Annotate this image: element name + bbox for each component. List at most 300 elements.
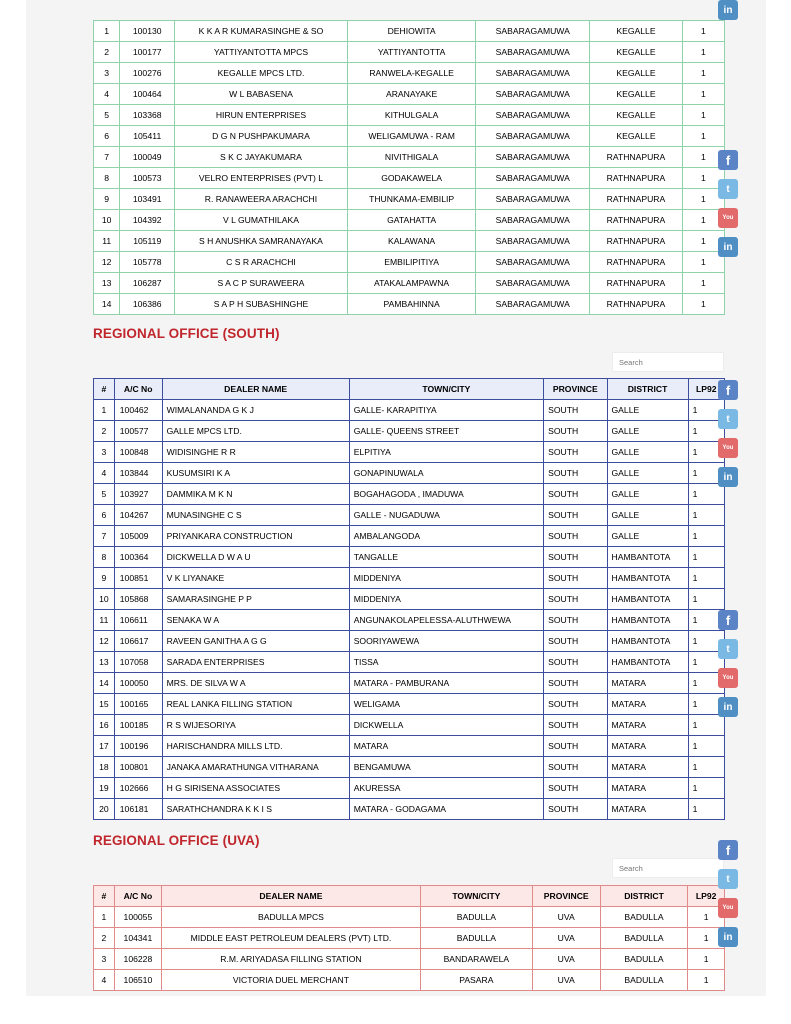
table-cell: 14 [94, 294, 120, 315]
table-cell: 100055 [114, 907, 161, 928]
column-header[interactable]: TOWN/CITY [349, 379, 543, 400]
table-cell: 100573 [120, 168, 175, 189]
facebook-icon[interactable]: f [718, 840, 738, 860]
table-cell: 1 [688, 970, 725, 991]
south-dealer-table [93, 378, 725, 820]
table-cell: YATTIYANTOTTA [347, 42, 476, 63]
table-cell: KUSUMSIRI K A [162, 463, 349, 484]
table-cell: 100196 [114, 736, 162, 757]
table-row [94, 736, 725, 757]
table-cell: DEHIOWITA [347, 21, 476, 42]
column-header[interactable]: LP92 [688, 379, 724, 400]
table-cell: WIMALANANDA G K J [162, 400, 349, 421]
youtube-icon[interactable]: You [718, 438, 738, 458]
table-cell: 100050 [114, 673, 162, 694]
table-cell: UVA [532, 907, 600, 928]
table-cell: BADULLA [420, 907, 532, 928]
table-cell: 1 [688, 778, 724, 799]
table-cell: D G N PUSHPAKUMARA [175, 126, 348, 147]
column-header[interactable]: A/C No [114, 886, 161, 907]
table-cell: SOUTH [544, 694, 607, 715]
table-cell: 106510 [114, 970, 161, 991]
table-cell: 20 [94, 799, 115, 820]
column-header[interactable]: A/C No [114, 379, 162, 400]
table-cell: 105868 [114, 589, 162, 610]
table-cell: BADULLA [420, 928, 532, 949]
table-cell: GATAHATTA [347, 210, 476, 231]
table-cell: GALLE [607, 442, 688, 463]
table-cell: 1 [688, 484, 724, 505]
table-cell: VELRO ENTERPRISES (PVT) L [175, 168, 348, 189]
table-cell: KALAWANA [347, 231, 476, 252]
table-cell: 1 [682, 168, 724, 189]
twitter-icon[interactable]: t [718, 639, 738, 659]
table-cell: MATARA [349, 736, 543, 757]
table-cell: BADULLA [600, 949, 688, 970]
table-cell: SABARAGAMUWA [476, 210, 590, 231]
sabaragamuwa-dealer-table [93, 20, 725, 315]
table-row [94, 799, 725, 820]
table-cell: DAMMIKA M K N [162, 484, 349, 505]
table-cell: 8 [94, 168, 120, 189]
column-header[interactable]: PROVINCE [544, 379, 607, 400]
table-row [94, 442, 725, 463]
table-row [94, 42, 725, 63]
table-cell: SAMARASINGHE P P [162, 589, 349, 610]
table-cell: KEGALLE MPCS LTD. [175, 63, 348, 84]
table-row [94, 147, 725, 168]
table-cell: REAL LANKA FILLING STATION [162, 694, 349, 715]
table-cell: 100165 [114, 694, 162, 715]
table-cell: 1 [682, 63, 724, 84]
table-cell: HIRUN ENTERPRISES [175, 105, 348, 126]
table-cell: SOUTH [544, 736, 607, 757]
table-cell: 100049 [120, 147, 175, 168]
table-cell: SOUTH [544, 484, 607, 505]
linkedin-icon[interactable]: in [718, 237, 738, 257]
youtube-icon[interactable]: You [718, 668, 738, 688]
table-cell: GALLE- QUEENS STREET [349, 421, 543, 442]
sabaragamuwa-table-body [94, 21, 725, 315]
youtube-icon[interactable]: You [718, 898, 738, 918]
table-cell: UVA [532, 949, 600, 970]
table-row [94, 400, 725, 421]
table-cell: RATHNAPURA [590, 147, 683, 168]
table-cell: SOUTH [544, 778, 607, 799]
table-cell: MIDDENIYA [349, 589, 543, 610]
table-cell: 1 [682, 294, 724, 315]
table-cell: 1 [688, 526, 724, 547]
table-cell: SABARAGAMUWA [476, 168, 590, 189]
table-cell: SOUTH [544, 673, 607, 694]
table-row [94, 526, 725, 547]
table-cell: GALLE [607, 505, 688, 526]
table-cell: 106611 [114, 610, 162, 631]
table-row [94, 126, 725, 147]
table-cell: 8 [94, 547, 115, 568]
table-cell: 105411 [120, 126, 175, 147]
table-cell: SABARAGAMUWA [476, 63, 590, 84]
table-cell: BANDARAWELA [420, 949, 532, 970]
table-cell: PAMBAHINNA [347, 294, 476, 315]
table-cell: BENGAMUWA [349, 757, 543, 778]
table-cell: 100848 [114, 442, 162, 463]
table-cell: PASARA [420, 970, 532, 991]
table-cell: SENAKA W A [162, 610, 349, 631]
table-cell: 1 [688, 442, 724, 463]
table-cell: SARATHCHANDRA K K I S [162, 799, 349, 820]
table-cell: KEGALLE [590, 63, 683, 84]
table-cell: GALLE MPCS LTD. [162, 421, 349, 442]
table-cell: BADULLA [600, 928, 688, 949]
table-cell: SOUTH [544, 568, 607, 589]
table-cell: SABARAGAMUWA [476, 147, 590, 168]
table-cell: 17 [94, 736, 115, 757]
uva-table-body [94, 907, 725, 991]
table-cell: 1 [94, 21, 120, 42]
table-cell: 1 [682, 42, 724, 63]
table-cell: 1 [688, 568, 724, 589]
table-cell: 104392 [120, 210, 175, 231]
table-cell: 100364 [114, 547, 162, 568]
table-cell: 1 [688, 736, 724, 757]
table-cell: 100185 [114, 715, 162, 736]
table-row [94, 189, 725, 210]
column-header[interactable]: TOWN/CITY [420, 886, 532, 907]
table-cell: HAMBANTOTA [607, 631, 688, 652]
table-row [94, 505, 725, 526]
table-cell: UVA [532, 970, 600, 991]
table-cell: C S R ARACHCHI [175, 252, 348, 273]
table-cell: GALLE [607, 463, 688, 484]
table-cell: SABARAGAMUWA [476, 42, 590, 63]
uva-section-heading: REGIONAL OFFICE (UVA) [93, 833, 260, 848]
table-row [94, 252, 725, 273]
table-cell: BOGAHAGODA , IMADUWA [349, 484, 543, 505]
table-cell: 100464 [120, 84, 175, 105]
page-content [26, 0, 766, 996]
table-cell: MUNASINGHE C S [162, 505, 349, 526]
table-cell: 104267 [114, 505, 162, 526]
table-row [94, 421, 725, 442]
table-cell: 1 [682, 105, 724, 126]
table-cell: MRS. DE SILVA W A [162, 673, 349, 694]
table-cell: GALLE- KARAPITIYA [349, 400, 543, 421]
column-header[interactable]: # [94, 379, 115, 400]
table-cell: R. RANAWEERA ARACHCHI [175, 189, 348, 210]
table-cell: SOUTH [544, 589, 607, 610]
table-cell: YATTIYANTOTTA MPCS [175, 42, 348, 63]
table-cell: 1 [688, 799, 724, 820]
table-row [94, 778, 725, 799]
table-cell: SOUTH [544, 400, 607, 421]
table-cell: RANWELA-KEGALLE [347, 63, 476, 84]
table-cell: 1 [688, 505, 724, 526]
table-row [94, 652, 725, 673]
table-cell: RATHNAPURA [590, 189, 683, 210]
table-cell: EMBILIPITIYA [347, 252, 476, 273]
table-cell: SOUTH [544, 799, 607, 820]
table-cell: S A C P SURAWEERA [175, 273, 348, 294]
table-cell: 5 [94, 105, 120, 126]
table-cell: JANAKA AMARATHUNGA VITHARANA [162, 757, 349, 778]
table-row [94, 694, 725, 715]
south-section-heading: REGIONAL OFFICE (SOUTH) [93, 326, 280, 341]
twitter-icon[interactable]: t [718, 869, 738, 889]
table-row [94, 105, 725, 126]
header-row [94, 379, 725, 400]
table-cell: HAMBANTOTA [607, 610, 688, 631]
uva-search-input[interactable] [612, 858, 724, 878]
table-cell: AMBALANGODA [349, 526, 543, 547]
table-cell: SABARAGAMUWA [476, 294, 590, 315]
table-cell: ELPITIYA [349, 442, 543, 463]
table-cell: 1 [688, 949, 725, 970]
table-cell: 12 [94, 252, 120, 273]
table-cell: 1 [688, 610, 724, 631]
table-cell: 16 [94, 715, 115, 736]
table-cell: MATARA - GODAGAMA [349, 799, 543, 820]
facebook-icon[interactable]: f [718, 380, 738, 400]
table-row [94, 484, 725, 505]
table-cell: MATARA [607, 673, 688, 694]
table-row [94, 970, 725, 991]
table-cell: SARADA ENTERPRISES [162, 652, 349, 673]
table-cell: ANGUNAKOLAPELESSA-ALUTHWEWA [349, 610, 543, 631]
table-cell: GONAPINUWALA [349, 463, 543, 484]
table-cell: 1 [688, 463, 724, 484]
table-cell: 1 [682, 210, 724, 231]
table-cell: MATARA [607, 736, 688, 757]
twitter-icon[interactable]: t [718, 409, 738, 429]
table-cell: RATHNAPURA [590, 231, 683, 252]
table-cell: 100130 [120, 21, 175, 42]
table-cell: UVA [532, 928, 600, 949]
table-cell: 11 [94, 610, 115, 631]
table-cell: 9 [94, 568, 115, 589]
table-cell: 100177 [120, 42, 175, 63]
linkedin-icon[interactable]: in [718, 0, 738, 20]
table-cell: 1 [688, 928, 725, 949]
table-cell: 100276 [120, 63, 175, 84]
table-cell: SOUTH [544, 547, 607, 568]
facebook-icon[interactable]: f [718, 150, 738, 170]
table-cell: KEGALLE [590, 21, 683, 42]
table-cell: W L BABASENA [175, 84, 348, 105]
linkedin-icon[interactable]: in [718, 697, 738, 717]
table-row [94, 547, 725, 568]
youtube-icon[interactable]: You [718, 208, 738, 228]
table-cell: 103368 [120, 105, 175, 126]
table-cell: 1 [688, 715, 724, 736]
table-cell: KEGALLE [590, 105, 683, 126]
table-cell: 100801 [114, 757, 162, 778]
table-cell: MATARA [607, 715, 688, 736]
table-cell: HAMBANTOTA [607, 589, 688, 610]
table-cell: KEGALLE [590, 126, 683, 147]
facebook-icon[interactable]: f [718, 610, 738, 630]
table-row [94, 589, 725, 610]
table-cell: 100462 [114, 400, 162, 421]
table-cell: 106617 [114, 631, 162, 652]
table-cell: GODAKAWELA [347, 168, 476, 189]
table-cell: GALLE [607, 526, 688, 547]
table-cell: 1 [94, 907, 115, 928]
table-cell: GALLE [607, 484, 688, 505]
table-cell: 13 [94, 652, 115, 673]
south-table-header [94, 379, 725, 400]
table-cell: 6 [94, 126, 120, 147]
south-search-input[interactable] [612, 352, 724, 372]
table-cell: 1 [688, 652, 724, 673]
table-cell: 1 [94, 400, 115, 421]
table-cell: 1 [688, 400, 724, 421]
table-cell: 107058 [114, 652, 162, 673]
table-cell: 9 [94, 189, 120, 210]
table-cell: SOUTH [544, 421, 607, 442]
table-cell: H G SIRISENA ASSOCIATES [162, 778, 349, 799]
table-row [94, 84, 725, 105]
table-row [94, 63, 725, 84]
table-row [94, 168, 725, 189]
table-cell: 106386 [120, 294, 175, 315]
table-cell: 2 [94, 42, 120, 63]
table-cell: 1 [688, 421, 724, 442]
table-cell: 10 [94, 589, 115, 610]
table-cell: RATHNAPURA [590, 294, 683, 315]
table-cell: 2 [94, 421, 115, 442]
table-cell: KITHULGALA [347, 105, 476, 126]
table-cell: BADULLA MPCS [161, 907, 420, 928]
table-cell: GALLE [607, 400, 688, 421]
table-cell: RATHNAPURA [590, 168, 683, 189]
table-cell: ATAKALAMPAWNA [347, 273, 476, 294]
table-cell: 105119 [120, 231, 175, 252]
table-cell: 103844 [114, 463, 162, 484]
table-cell: 1 [682, 147, 724, 168]
south-table-body [94, 400, 725, 820]
table-row [94, 949, 725, 970]
table-row [94, 21, 725, 42]
column-header[interactable]: LP92 [688, 886, 725, 907]
table-cell: 1 [688, 907, 725, 928]
table-cell: SOUTH [544, 631, 607, 652]
table-row [94, 294, 725, 315]
uva-table-header [94, 886, 725, 907]
column-header[interactable]: DISTRICT [600, 886, 688, 907]
table-row [94, 907, 725, 928]
table-cell: SOUTH [544, 526, 607, 547]
table-cell: S H ANUSHKA SAMRANAYAKA [175, 231, 348, 252]
linkedin-icon[interactable]: in [718, 467, 738, 487]
table-cell: 105009 [114, 526, 162, 547]
table-cell: SOUTH [544, 442, 607, 463]
column-header[interactable]: DEALER NAME [162, 379, 349, 400]
table-cell: WIDISINGHE R R [162, 442, 349, 463]
table-cell: SABARAGAMUWA [476, 21, 590, 42]
twitter-icon[interactable]: t [718, 179, 738, 199]
table-cell: NIVITHIGALA [347, 147, 476, 168]
table-cell: 106228 [114, 949, 161, 970]
table-cell: SOUTH [544, 715, 607, 736]
table-cell: 10 [94, 210, 120, 231]
table-row [94, 715, 725, 736]
table-cell: 1 [688, 631, 724, 652]
table-cell: VICTORIA DUEL MERCHANT [161, 970, 420, 991]
table-cell: KEGALLE [590, 84, 683, 105]
table-cell: 3 [94, 442, 115, 463]
table-cell: 1 [682, 84, 724, 105]
column-header[interactable]: PROVINCE [532, 886, 600, 907]
table-cell: 6 [94, 505, 115, 526]
table-cell: 14 [94, 673, 115, 694]
table-cell: WELIGAMA [349, 694, 543, 715]
table-cell: K K A R KUMARASINGHE & SO [175, 21, 348, 42]
table-cell: 4 [94, 84, 120, 105]
table-row [94, 757, 725, 778]
table-cell: R S WIJESORIYA [162, 715, 349, 736]
table-cell: 12 [94, 631, 115, 652]
table-cell: GALLE [607, 421, 688, 442]
table-cell: MIDDENIYA [349, 568, 543, 589]
table-cell: 104341 [114, 928, 161, 949]
column-header[interactable]: DISTRICT [607, 379, 688, 400]
column-header[interactable]: # [94, 886, 115, 907]
table-cell: SABARAGAMUWA [476, 231, 590, 252]
table-cell: ARANAYAKE [347, 84, 476, 105]
table-cell: 1 [688, 757, 724, 778]
table-row [94, 463, 725, 484]
table-cell: SOORIYAWEWA [349, 631, 543, 652]
table-cell: HARISCHANDRA MILLS LTD. [162, 736, 349, 757]
table-cell: RAVEEN GANITHA A G G [162, 631, 349, 652]
column-header[interactable]: DEALER NAME [161, 886, 420, 907]
table-cell: 102666 [114, 778, 162, 799]
table-cell: 100851 [114, 568, 162, 589]
table-cell: 1 [688, 547, 724, 568]
table-cell: MATARA [607, 799, 688, 820]
table-row [94, 273, 725, 294]
table-row [94, 631, 725, 652]
table-cell: MATARA [607, 694, 688, 715]
table-row [94, 610, 725, 631]
table-row [94, 210, 725, 231]
table-cell: SABARAGAMUWA [476, 84, 590, 105]
table-row [94, 231, 725, 252]
table-cell: RATHNAPURA [590, 273, 683, 294]
table-cell: TANGALLE [349, 547, 543, 568]
linkedin-icon[interactable]: in [718, 927, 738, 947]
table-cell: S K C JAYAKUMARA [175, 147, 348, 168]
table-cell: MATARA [607, 757, 688, 778]
table-cell: 1 [688, 589, 724, 610]
table-cell: DICKWELLA D W A U [162, 547, 349, 568]
table-row [94, 928, 725, 949]
table-cell: MATARA - PAMBURANA [349, 673, 543, 694]
table-cell: HAMBANTOTA [607, 568, 688, 589]
table-cell: S A P H SUBASHINGHE [175, 294, 348, 315]
table-cell: 18 [94, 757, 115, 778]
table-cell: 15 [94, 694, 115, 715]
table-cell: 1 [682, 189, 724, 210]
table-cell: SABARAGAMUWA [476, 105, 590, 126]
table-cell: 1 [682, 231, 724, 252]
table-cell: SOUTH [544, 463, 607, 484]
table-cell: V K LIYANAKE [162, 568, 349, 589]
table-cell: 1 [682, 126, 724, 147]
table-cell: BADULLA [600, 970, 688, 991]
table-cell: 1 [682, 252, 724, 273]
